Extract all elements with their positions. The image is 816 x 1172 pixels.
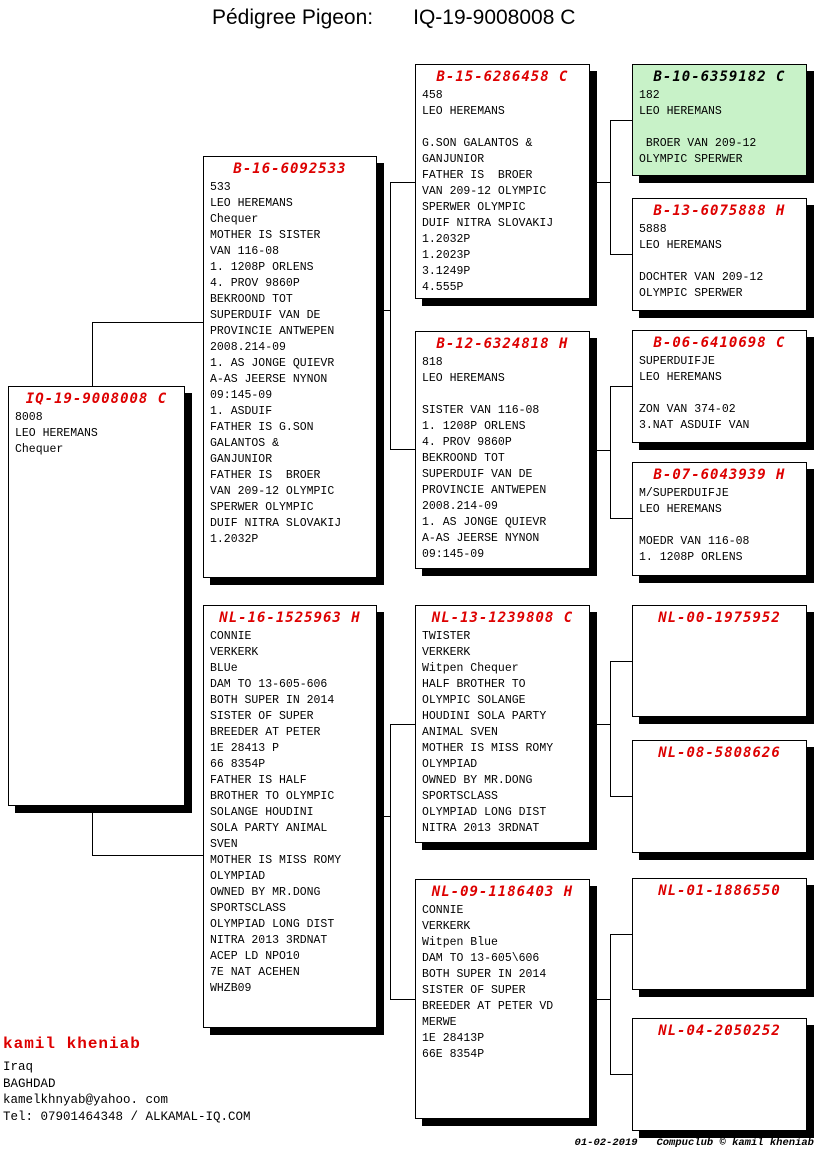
pedigree-box-text xyxy=(422,87,583,296)
page-title-ring: IQ-19-9008008 C xyxy=(413,6,576,29)
text-line: A-AS JEERSE NYNON xyxy=(210,373,328,386)
text-line: PROVINCIE ANTWEPEN xyxy=(210,325,335,338)
text-line: GANJUNIOR xyxy=(422,153,485,166)
text-line: 1. 1208P ORLENS xyxy=(422,420,526,433)
pedigree-box-nl04 xyxy=(632,1018,807,1131)
ring-number: B-12-6324818 H xyxy=(436,336,569,352)
text-line: 4. PROV 9860P xyxy=(422,436,512,449)
pedigree-box-text xyxy=(639,628,800,629)
ring-number: NL-09-1186403 H xyxy=(431,884,574,900)
connector-line xyxy=(92,322,93,386)
text-line: A-AS JEERSE NYNON xyxy=(422,532,540,545)
text-line: GANJUNIOR xyxy=(210,453,273,466)
text-line: PROVINCIE ANTWEPEN xyxy=(422,484,547,497)
text-line: SPORTSCLASS xyxy=(422,790,498,803)
owner-country: Iraq xyxy=(3,1060,34,1074)
text-line: 182 xyxy=(639,89,660,102)
connector-line xyxy=(590,724,610,725)
text-line: 1. 1208P ORLENS xyxy=(639,551,743,564)
text-line: BROER VAN 209-12 xyxy=(639,137,757,150)
connector-line xyxy=(390,449,415,450)
text-line: 09:145-09 xyxy=(422,548,485,561)
pedigree-box-nl00 xyxy=(632,605,807,717)
ring-number: NL-00-1975952 xyxy=(658,610,781,626)
pedigree-box-nl09 xyxy=(415,879,590,1119)
text-line: OLYMPIAD xyxy=(422,758,478,771)
ring-number: NL-13-1239808 C xyxy=(431,610,574,626)
text-line: LEO HEREMANS xyxy=(639,503,722,516)
text-line: 533 xyxy=(210,181,231,194)
text-line: ZON VAN 374-02 xyxy=(639,403,736,416)
text-line: MOTHER IS SISTER xyxy=(210,229,321,242)
connector-line xyxy=(610,796,632,797)
owner-name: kamil kheniab xyxy=(3,1035,141,1053)
text-line: DUIF NITRA SLOVAKIJ xyxy=(210,517,342,530)
connector-line xyxy=(610,518,632,519)
text-line: OLYMPIC SPERWER xyxy=(639,153,743,166)
text-line: Witpen Blue xyxy=(422,936,498,949)
text-line: SISTER OF SUPER xyxy=(210,710,314,723)
text-line: OLYMPIC SOLANGE xyxy=(422,694,526,707)
text-line: 5888 xyxy=(639,223,667,236)
text-line: 66 8354P xyxy=(210,758,266,771)
pedigree-box-text xyxy=(422,628,583,837)
page-title xyxy=(212,6,575,30)
text-line: FATHER IS G.SON xyxy=(210,421,314,434)
pedigree-box-nl08 xyxy=(632,740,807,853)
text-line: SOLANGE HOUDINI xyxy=(210,806,314,819)
text-line: ACEP LD NPO10 xyxy=(210,950,300,963)
pedigree-box-nl13 xyxy=(415,605,590,843)
text-line xyxy=(639,120,800,136)
pedigree-box-b13 xyxy=(632,198,807,311)
ring-number: B-10-6359182 C xyxy=(653,69,786,85)
text-line: VAN 116-08 xyxy=(210,245,280,258)
owner-tel: Tel: 07901464348 / ALKAMAL-IQ.COM xyxy=(3,1109,251,1124)
text-line: 1.2032P xyxy=(422,233,471,246)
text-line: Chequer xyxy=(15,443,64,456)
connector-line xyxy=(590,999,610,1000)
ring-number: B-16-6092533 xyxy=(233,161,347,177)
text-line: LEO HEREMANS xyxy=(422,105,505,118)
connector-line xyxy=(610,120,611,255)
text-line: OLYMPIAD xyxy=(210,870,266,883)
connector-line xyxy=(610,386,632,387)
connector-line xyxy=(390,999,415,1000)
text-line: NITRA 2013 3RDNAT xyxy=(210,934,328,947)
text-line: LEO HEREMANS xyxy=(639,105,722,118)
text-line: BREEDER AT PETER VD xyxy=(422,1000,554,1013)
text-line: SISTER OF SUPER xyxy=(422,984,526,997)
connector-line xyxy=(610,254,632,255)
text-line: VERKERK xyxy=(422,646,471,659)
pedigree-box-text xyxy=(422,354,583,563)
pedigree-box-b07 xyxy=(632,462,807,576)
connector-line xyxy=(390,724,391,1000)
connector-line xyxy=(610,386,611,519)
text-line: LEO HEREMANS xyxy=(15,427,98,440)
connector-line xyxy=(610,661,611,797)
text-line: SUPERDUIF VAN DE xyxy=(210,309,321,322)
text-line: DUIF NITRA SLOVAKIJ xyxy=(422,217,554,230)
connector-line xyxy=(377,816,390,817)
text-line xyxy=(639,518,800,534)
connector-line xyxy=(610,934,632,935)
pedigree-box-b12 xyxy=(415,331,590,569)
pedigree-box-text xyxy=(639,1041,800,1042)
owner-info xyxy=(3,1034,251,1125)
owner-city: BAGHDAD xyxy=(3,1076,56,1091)
footer-credit: 01-02-2019 Compuclub © kamil kheniab xyxy=(574,1137,814,1149)
pedigree-box-text xyxy=(639,87,800,168)
text-line: 818 xyxy=(422,356,443,369)
text-line: OLYMPIC SPERWER xyxy=(639,287,743,300)
text-line: LEO HEREMANS xyxy=(210,197,293,210)
text-line: CONNIE xyxy=(422,904,464,917)
ring-number: B-06-6410698 C xyxy=(653,335,786,351)
text-line: 1.2023P xyxy=(422,249,471,262)
text-line: MOEDR VAN 116-08 xyxy=(639,535,750,548)
text-line: 09:145-09 xyxy=(210,389,273,402)
pedigree-box-nl01 xyxy=(632,878,807,990)
text-line: DOCHTER VAN 209-12 xyxy=(639,271,764,284)
connector-line xyxy=(610,934,611,1075)
text-line: VAN 209-12 OLYMPIC xyxy=(422,185,547,198)
text-line: SPORTSCLASS xyxy=(210,902,286,915)
text-line: 3.1249P xyxy=(422,265,471,278)
text-line: LEO HEREMANS xyxy=(639,239,722,252)
text-line: Witpen Chequer xyxy=(422,662,519,675)
text-line: SPERWER OLYMPIC xyxy=(210,501,314,514)
connector-line xyxy=(92,806,93,856)
text-line: MOTHER IS MISS ROMY xyxy=(210,854,342,867)
text-line xyxy=(639,254,800,270)
connector-line xyxy=(590,450,610,451)
text-line: DAM TO 13-605-606 xyxy=(210,678,328,691)
text-line: HALF BROTHER TO xyxy=(422,678,526,691)
text-line: SPERWER OLYMPIC xyxy=(422,201,526,214)
text-line: HOUDINI SOLA PARTY xyxy=(422,710,547,723)
text-line: BEKROOND TOT xyxy=(210,293,293,306)
text-line: GALANTOS & xyxy=(210,437,280,450)
text-line: 8008 xyxy=(15,411,43,424)
connector-line xyxy=(390,724,415,725)
text-line: MOTHER IS MISS ROMY xyxy=(422,742,554,755)
owner-email: kamelkhnyab@yahoo. com xyxy=(3,1093,169,1107)
text-line xyxy=(639,386,800,402)
pedigree-box-subject xyxy=(8,386,185,806)
text-line: LEO HEREMANS xyxy=(422,372,505,385)
text-line: LEO HEREMANS xyxy=(639,371,722,384)
text-line: OWNED BY MR.DONG xyxy=(210,886,321,899)
text-line: 1E 28413 P xyxy=(210,742,280,755)
text-line: 1. AS JONGE QUIEVR xyxy=(210,357,335,370)
pedigree-box-nl16 xyxy=(203,605,377,1028)
text-line: FATHER IS BROER xyxy=(210,469,321,482)
text-line: SOLA PARTY ANIMAL xyxy=(210,822,328,835)
pedigree-box-text xyxy=(210,179,370,548)
connector-line xyxy=(92,322,203,323)
text-line: BOTH SUPER IN 2014 xyxy=(210,694,335,707)
connector-line xyxy=(377,310,390,311)
text-line: 458 xyxy=(422,89,443,102)
text-line: SUPERDUIFJE xyxy=(639,355,715,368)
pedigree-box-text xyxy=(639,485,800,566)
pedigree-box-text xyxy=(639,221,800,302)
connector-line xyxy=(390,182,391,450)
text-line: BROTHER TO OLYMPIC xyxy=(210,790,335,803)
text-line: MERWE xyxy=(422,1016,457,1029)
ring-number: NL-01-1886550 xyxy=(658,883,781,899)
text-line: OWNED BY MR.DONG xyxy=(422,774,533,787)
pedigree-box-text xyxy=(639,353,800,434)
text-line: OLYMPIAD LONG DIST xyxy=(210,918,335,931)
text-line: WHZB09 xyxy=(210,982,252,995)
pedigree-box-b16 xyxy=(203,156,377,578)
connector-line xyxy=(610,661,632,662)
text-line: 1. ASDUIF xyxy=(210,405,273,418)
text-line: G.SON GALANTOS & xyxy=(422,137,533,150)
text-line: Chequer xyxy=(210,213,259,226)
text-line: FATHER IS BROER xyxy=(422,169,533,182)
ring-number: IQ-19-9008008 C xyxy=(25,391,168,407)
text-line: 1.2032P xyxy=(210,533,259,546)
text-line: TWISTER xyxy=(422,630,471,643)
ring-number: NL-08-5808626 xyxy=(658,745,781,761)
connector-line xyxy=(610,120,632,121)
text-line: DAM TO 13-605\606 xyxy=(422,952,540,965)
text-line: BOTH SUPER IN 2014 xyxy=(422,968,547,981)
text-line: CONNIE xyxy=(210,630,252,643)
text-line xyxy=(422,387,583,403)
pedigree-box-text xyxy=(210,628,370,997)
pedigree-box-text xyxy=(639,763,800,764)
text-line: BREEDER AT PETER xyxy=(210,726,321,739)
text-line: SISTER VAN 116-08 xyxy=(422,404,540,417)
pedigree-box-b15 xyxy=(415,64,590,299)
pedigree-box-b06 xyxy=(632,330,807,443)
text-line: OLYMPIAD LONG DIST xyxy=(422,806,547,819)
text-line xyxy=(422,120,583,136)
text-line: M/SUPERDUIFJE xyxy=(639,487,729,500)
pedigree-box-text xyxy=(422,902,583,1063)
ring-number: NL-16-1525963 H xyxy=(219,610,361,626)
text-line: BLUe xyxy=(210,662,238,675)
text-line: NITRA 2013 3RDNAT xyxy=(422,822,540,835)
text-line: 2008.214-09 xyxy=(210,341,286,354)
text-line: BEKROOND TOT xyxy=(422,452,505,465)
pedigree-box-text xyxy=(639,901,800,902)
text-line: ANIMAL SVEN xyxy=(422,726,498,739)
text-line: VERKERK xyxy=(210,646,259,659)
text-line: 1E 28413P xyxy=(422,1032,485,1045)
text-line: 4. PROV 9860P xyxy=(210,277,300,290)
text-line: 1. AS JONGE QUIEVR xyxy=(422,516,547,529)
text-line: VAN 209-12 OLYMPIC xyxy=(210,485,335,498)
text-line: 2008.214-09 xyxy=(422,500,498,513)
ring-number: B-13-6075888 H xyxy=(653,203,786,219)
pedigree-box-text xyxy=(15,409,178,458)
text-line: SUPERDUIF VAN DE xyxy=(422,468,533,481)
connector-line xyxy=(610,1074,632,1075)
text-line: 1. 1208P ORLENS xyxy=(210,261,314,274)
ring-number: B-07-6043939 H xyxy=(653,467,786,483)
text-line: 3.NAT ASDUIF VAN xyxy=(639,419,750,432)
ring-number: NL-04-2050252 xyxy=(658,1023,781,1039)
ring-number: B-15-6286458 C xyxy=(436,69,569,85)
text-line: VERKERK xyxy=(422,920,471,933)
text-line: 7E NAT ACEHEN xyxy=(210,966,300,979)
text-line: 66E 8354P xyxy=(422,1048,485,1061)
connector-line xyxy=(92,855,203,856)
pedigree-box-b10 xyxy=(632,64,807,176)
page-title-label: Pédigree Pigeon: xyxy=(212,6,374,29)
text-line: 4.555P xyxy=(422,281,464,294)
connector-line xyxy=(390,182,415,183)
connector-line xyxy=(590,182,610,183)
text-line: SVEN xyxy=(210,838,238,851)
text-line: FATHER IS HALF xyxy=(210,774,307,787)
